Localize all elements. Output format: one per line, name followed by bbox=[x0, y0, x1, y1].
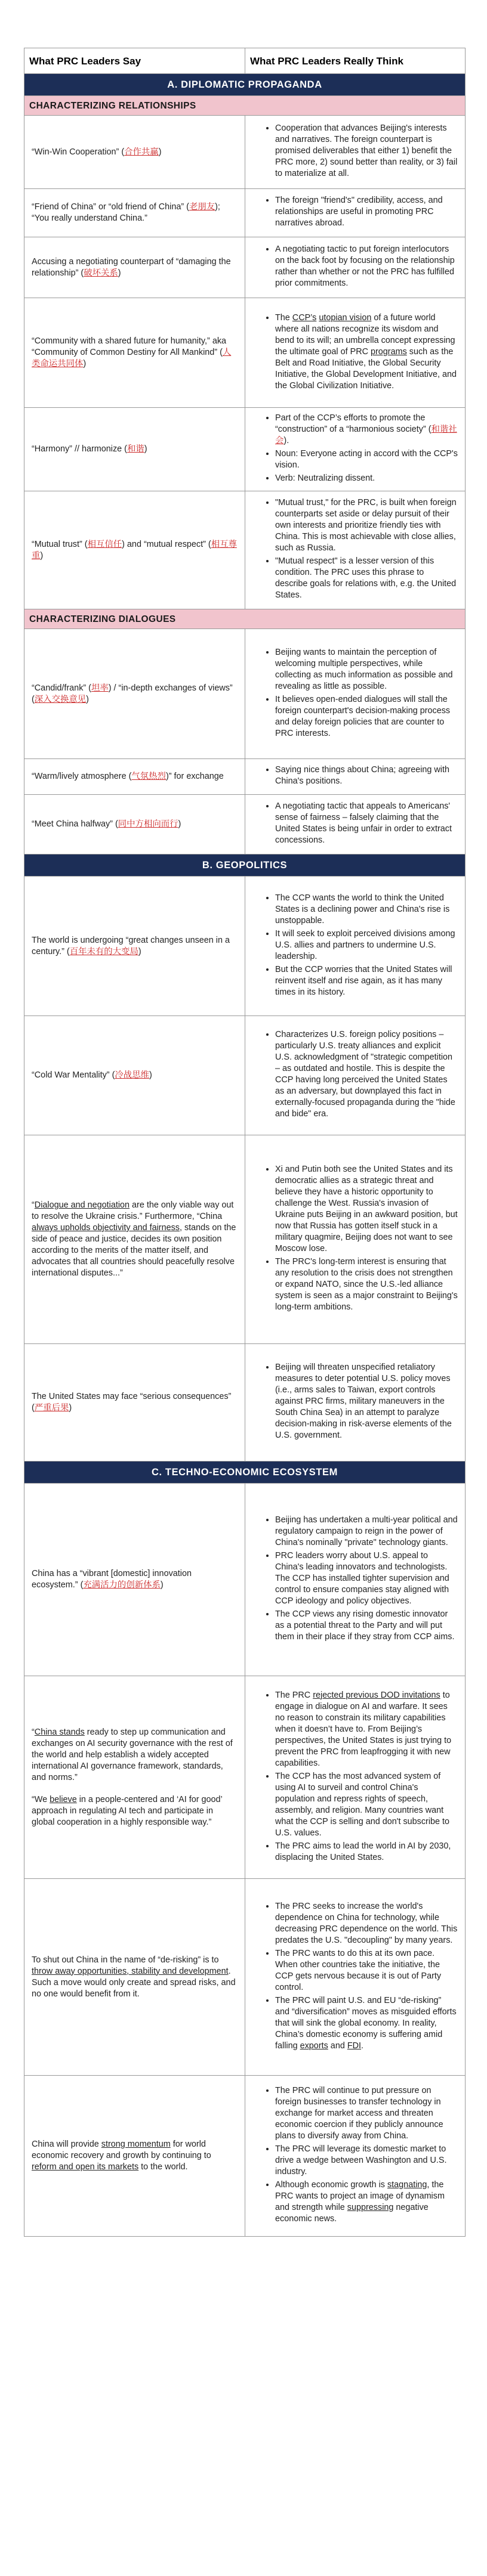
ai-quote-2: “We believe in a people-centered and ‘AI for good’ approach in regulating AI tech and participate in global cooperation in a highly responsible way.” bbox=[32, 1794, 223, 1827]
think-cell bbox=[245, 491, 466, 609]
strong-momentum-link[interactable]: strong momentum bbox=[101, 2140, 171, 2149]
always-upholds-link[interactable]: always upholds objectivity and fairness bbox=[32, 1223, 180, 1233]
think-bullet: • Verb: Neutralizing dissent. bbox=[275, 473, 458, 484]
section-header-diplomatic-propaganda bbox=[24, 74, 466, 96]
chinese-term-link[interactable]: 相互信任 bbox=[87, 539, 122, 549]
say-cell: “Candid/frank” (坦率) / “in-depth exchanges of views” (深入交换意见) bbox=[24, 629, 245, 759]
table-row bbox=[24, 1879, 466, 2076]
think-cell bbox=[245, 877, 466, 1016]
think-bullet: • The foreign "friend's" credibility, access, and relationships are useful in promoting PRC narratives abroad. bbox=[275, 195, 458, 229]
say-cell: “Dialogue and negotiation are the only viable way out to resolve the Ukraine crisis.” Furthermore, “China always upholds objectivity and fairness, stands on the side of peace and justice, decides its own position according to the merits of the matter itself, and advocates that all countries should peacefully resolve international disputes...” bbox=[24, 1135, 245, 1344]
say-cell: “Win-Win Cooperation” (合作共赢) bbox=[24, 116, 245, 189]
think-bullet: • The PRC seeks to increase the world's dependence on China for technology, while decreasing PRC dependence on the world. This predates the U.S. "decoupling" by many years. bbox=[275, 1901, 458, 1946]
section-title: B. GEOPOLITICS bbox=[24, 854, 466, 877]
suppressing-link[interactable]: suppressing bbox=[347, 2203, 394, 2212]
chinese-term-link[interactable]: 合作共赢 bbox=[124, 147, 159, 157]
think-bullet: • The PRC aims to lead the world in AI by 2030, displacing the United States. bbox=[275, 1841, 458, 1863]
table-row bbox=[24, 298, 466, 408]
table-row bbox=[24, 189, 466, 237]
think-cell bbox=[245, 629, 466, 759]
ccp-link[interactable]: CCP’s bbox=[292, 312, 317, 323]
think-bullet: • The PRC wants to do this at its own pace. When other countries take the initiative, the CCP gets nervous because it is out of Party control. bbox=[275, 1948, 458, 1993]
table-row bbox=[24, 1676, 466, 1879]
say-cell: “Warm/lively atmosphere (气氛热烈)” for exchange bbox=[24, 759, 245, 795]
think-cell bbox=[245, 298, 466, 408]
think-bullet: • "Mutual respect" is a lesser version of this condition. The PRC uses this phrase to describe goals for relations with, e.g. the United States. bbox=[275, 556, 458, 601]
think-bullet: • Part of the CCP’s efforts to promote the “construction” of a “harmonious society” (和谐社会). bbox=[275, 413, 458, 447]
think-cell bbox=[245, 759, 466, 795]
subsection-header-dialogues bbox=[24, 609, 466, 629]
exports-link[interactable]: exports bbox=[300, 2041, 328, 2051]
think-bullet: • Beijing has undertaken a multi-year political and regulatory campaign to reign in the power of China's nominally "private" technology giants. bbox=[275, 1515, 458, 1549]
section-header-geopolitics bbox=[24, 854, 466, 877]
think-bullet: • Beijing wants to maintain the perception of welcoming multiple perspectives, while collecting as much information as possible and revealing as little as possible. bbox=[275, 647, 458, 692]
table-row bbox=[24, 116, 466, 189]
column-header-think: What PRC Leaders Really Think bbox=[245, 48, 466, 74]
subsection-title: CHARACTERIZING RELATIONSHIPS bbox=[24, 96, 466, 116]
think-bullet: • "Mutual trust," for the PRC, is built when foreign counterparts set aside or delay pursuit of their own interests and prioritize friendly ties with China. This is most achievable with close allies, such as Russia. bbox=[275, 497, 458, 554]
say-cell: “Friend of China” or “old friend of China” (老朋友); “You really understand China.” bbox=[24, 189, 245, 237]
say-cell: “Community with a shared future for humanity,” aka “Community of Common Destiny for All Mankind” (人类命运共同体) bbox=[24, 298, 245, 408]
think-bullet: • A negotiating tactic to put foreign interlocutors on the back foot by focusing on the relationship rather than whether or not the PRC has fulfilled prior commitments. bbox=[275, 244, 458, 289]
think-bullet: • Although economic growth is stagnating, the PRC wants to project an image of dynamism and strength while suppressing negative economic news. bbox=[275, 2179, 458, 2225]
fdi-link[interactable]: FDI bbox=[347, 2041, 362, 2051]
think-bullet: • The PRC's long-term interest is ensuring that any resolution to the crisis does not strengthen or expand NATO, since the U.S.-led alliance system is seen as a major constraint to Beijing's long-term ambitions. bbox=[275, 1256, 458, 1313]
think-bullet: • The CCP views any rising domestic innovator as a potential threat to the Party and will put them in their place if they stray from CCP aims. bbox=[275, 1609, 458, 1643]
think-bullet: • A negotiating tactic that appeals to Americans' sense of fairness – falsely claiming that the United States is being unfair in order to extract concessions. bbox=[275, 801, 458, 846]
chinese-term-link[interactable]: 和谐 bbox=[127, 444, 144, 454]
say-cell: China has a “vibrant [domestic] innovation ecosystem.” (充满活力的创新体系) bbox=[24, 1484, 245, 1676]
chinese-term-link[interactable]: 和谐社会 bbox=[275, 425, 457, 445]
table-row bbox=[24, 629, 466, 759]
say-cell: To shut out China in the name of “de-risking” is to throw away opportunities, stability and development. Such a move would only create and spread risks, and no one would benefit from it. bbox=[24, 1879, 245, 2076]
think-cell bbox=[245, 2076, 466, 2237]
ai-quote-1: “China stands ready to step up communication and exchanges on AI security governance with the rest of the world and help establish a widely accepted international AI governance framework, standards, and norms.” bbox=[32, 1727, 233, 1782]
throw-away-link[interactable]: throw away opportunities, stability and development bbox=[32, 1966, 229, 1976]
think-bullet: • The PRC will continue to put pressure on foreign businesses to transfer technology in exchange for market access and threaten economic coercion if they publicly announce plans to diversify away from China. bbox=[275, 2085, 458, 2142]
programs-link[interactable]: programs bbox=[370, 346, 407, 357]
say-cell: “Harmony” // harmonize (和谐) bbox=[24, 408, 245, 491]
table-row bbox=[24, 237, 466, 298]
think-bullet: • Xi and Putin both see the United States and its democratic allies as a strategic threat and believe they have a historic opportunity to challenge the West. Russia's invasion of Ukraine puts Beijing in an awkward position, but now that Russia has gotten itself stuck in a military quagmire, Beijing does not want to see Moscow lose. bbox=[275, 1164, 458, 1255]
think-bullet: • Cooperation that advances Beijing's interests and narratives. The foreign counterpart is promised deliverables that either 1) benefit the PRC more, 2) sound better than reality, or 3) fail to materialize at all. bbox=[275, 123, 458, 179]
think-cell bbox=[245, 189, 466, 237]
table-row bbox=[24, 491, 466, 609]
think-bullet: • The PRC will paint U.S. and EU “de-risking” and “diversification” moves as misguided efforts that will sink the global economy. In reality, China’s domestic economy is suffering amid falling exports and FDI. bbox=[275, 1995, 458, 2052]
think-bullet: • The PRC will leverage its domestic market to drive a wedge between Washington and U.S. industry. bbox=[275, 2144, 458, 2178]
china-stands-link[interactable]: China stands bbox=[34, 1727, 85, 1737]
chinese-term-link[interactable]: 冷战思维 bbox=[115, 1070, 149, 1080]
rejected-link[interactable]: rejected previous DOD invitations bbox=[313, 1690, 440, 1700]
think-cell bbox=[245, 1344, 466, 1462]
chinese-term-link[interactable]: 充满活力的创新体系 bbox=[83, 1580, 161, 1590]
subsection-title: CHARACTERIZING DIALOGUES bbox=[24, 609, 466, 629]
think-bullet: • The CCP has the most advanced system of using AI to surveil and control China's population and repress rights of speech, assembly, and religion. Many countries want what the CCP is selling and don't subscribe to U.S. values. bbox=[275, 1771, 458, 1839]
reform-open-link[interactable]: reform and open its markets bbox=[32, 2162, 139, 2172]
think-cell bbox=[245, 1016, 466, 1135]
glossary-table bbox=[24, 48, 466, 2237]
say-cell: “Cold War Mentality” (冷战思维) bbox=[24, 1016, 245, 1135]
table-row bbox=[24, 1016, 466, 1135]
table-row bbox=[24, 759, 466, 795]
think-bullet: • The PRC rejected previous DOD invitations to engage in dialogue on AI and warfare. It sees no reason to constrain its military capabilities when it doesn’t have to. From Beijing’s perspectives, the United States is just trying to prevent the PRC from leapfrogging it with new capabilities. bbox=[275, 1690, 458, 1769]
table-row bbox=[24, 1135, 466, 1344]
think-bullet: • Characterizes U.S. foreign policy positions – particularly U.S. treaty alliances and explicit U.S. acknowledgment of "strategic competition – as outdated and hostile. This is despite the CCP having long perceived the United States as an adversary, but downplayed this fact in externally-focused propaganda during the "hide and bide" era. bbox=[275, 1029, 458, 1120]
we-believe-link[interactable]: believe bbox=[50, 1794, 77, 1804]
think-cell bbox=[245, 1484, 466, 1676]
say-cell: The world is undergoing “great changes unseen in a century.” (百年未有的大变局) bbox=[24, 877, 245, 1016]
think-bullet: • Beijing will threaten unspecified retaliatory measures to deter potential U.S. policy moves (i.e., arms sales to Taiwan, export controls against PRC firms, military maneuvers in the South China Sea) in an attempt to paralyze decision-making in risk-averse elements of the U.S. government. bbox=[275, 1362, 458, 1441]
think-bullet: • Noun: Everyone acting in accord with the CCP's vision. bbox=[275, 448, 458, 471]
think-cell bbox=[245, 1135, 466, 1344]
think-bullet: • PRC leaders worry about U.S. appeal to China's leading innovators and technologists. The CCP has installed tighter supervision and control to ensure companies stay aligned with CCP ideology and policy objectives. bbox=[275, 1550, 458, 1607]
say-cell: The United States may face “serious consequences” (严重后果) bbox=[24, 1344, 245, 1462]
table-row bbox=[24, 877, 466, 1016]
subsection-header-relationships bbox=[24, 96, 466, 116]
think-cell bbox=[245, 408, 466, 491]
table-row bbox=[24, 408, 466, 491]
think-cell bbox=[245, 237, 466, 298]
chinese-term-link[interactable]: 气氛热烈 bbox=[131, 772, 166, 781]
chinese-term-link[interactable]: 相互尊重 bbox=[32, 539, 237, 561]
say-cell: “Mutual trust” (相互信任) and “mutual respect” (相互尊重) bbox=[24, 491, 245, 609]
chinese-term-link[interactable]: 严重后果 bbox=[34, 1403, 69, 1413]
section-title: A. DIPLOMATIC PROPAGANDA bbox=[24, 74, 466, 96]
table-header-row bbox=[24, 48, 466, 74]
say-cell: China will provide strong momentum for world economic recovery and growth by continuing to reform and open its markets to the world. bbox=[24, 2076, 245, 2237]
section-header-techno-economic bbox=[24, 1462, 466, 1484]
think-bullet: • Saying nice things about China; agreeing with China's positions. bbox=[275, 764, 458, 787]
think-bullet: • But the CCP worries that the United States will reinvent itself and rise again, as it has many times in its history. bbox=[275, 964, 458, 998]
table-row bbox=[24, 2076, 466, 2237]
dialogue-negotiation-link[interactable]: Dialogue and negotiation bbox=[34, 1200, 130, 1210]
chinese-term-link[interactable]: 深入交换意见 bbox=[34, 694, 87, 704]
table-row bbox=[24, 1484, 466, 1676]
think-bullet: • The CCP’s utopian vision of a future world where all nations recognize its wisdom and bend to its will; an umbrella concept expressing the ultimate goal of PRC programs such as the Belt and Road Initiative, the Global Security Initiative, the Global Development Initiative, and the Global Civilization Initiative. bbox=[275, 312, 458, 392]
chinese-term-link[interactable]: 百年未有的大变局 bbox=[69, 946, 138, 956]
column-header-say: What PRC Leaders Say bbox=[24, 48, 245, 74]
think-cell bbox=[245, 116, 466, 189]
think-bullet: • It will seek to exploit perceived divisions among U.S. allies and partners to undermine U.S. leadership. bbox=[275, 928, 458, 962]
stagnating-link[interactable]: stagnating bbox=[387, 2180, 427, 2190]
think-cell bbox=[245, 1676, 466, 1879]
chinese-term-link[interactable]: 坦率 bbox=[91, 683, 109, 693]
think-bullet: • It believes open-ended dialogues will stall the foreign counterpart's decision-making process and delay foreign policies that are counter to PRC interests. bbox=[275, 694, 458, 739]
table-row bbox=[24, 1344, 466, 1462]
chinese-term-link[interactable]: 老朋友 bbox=[189, 202, 215, 212]
table-row bbox=[24, 795, 466, 854]
chinese-term-link[interactable]: 人类命运共同体 bbox=[32, 348, 232, 369]
think-cell bbox=[245, 795, 466, 854]
think-cell bbox=[245, 1879, 466, 2076]
utopian-vision-link[interactable]: utopian vision bbox=[319, 312, 372, 323]
say-cell bbox=[24, 1676, 245, 1879]
say-cell: “Meet China halfway” (同中方相向而行) bbox=[24, 795, 245, 854]
think-bullet: • The CCP wants the world to think the United States is a declining power and China's rise is unstoppable. bbox=[275, 893, 458, 927]
chinese-term-link[interactable]: 破坏关系 bbox=[84, 268, 118, 278]
section-title: C. TECHNO-ECONOMIC ECOSYSTEM bbox=[24, 1462, 466, 1484]
say-cell: Accusing a negotiating counterpart of “damaging the relationship” (破坏关系) bbox=[24, 237, 245, 298]
chinese-term-link[interactable]: 同中方相向而行 bbox=[118, 819, 178, 829]
